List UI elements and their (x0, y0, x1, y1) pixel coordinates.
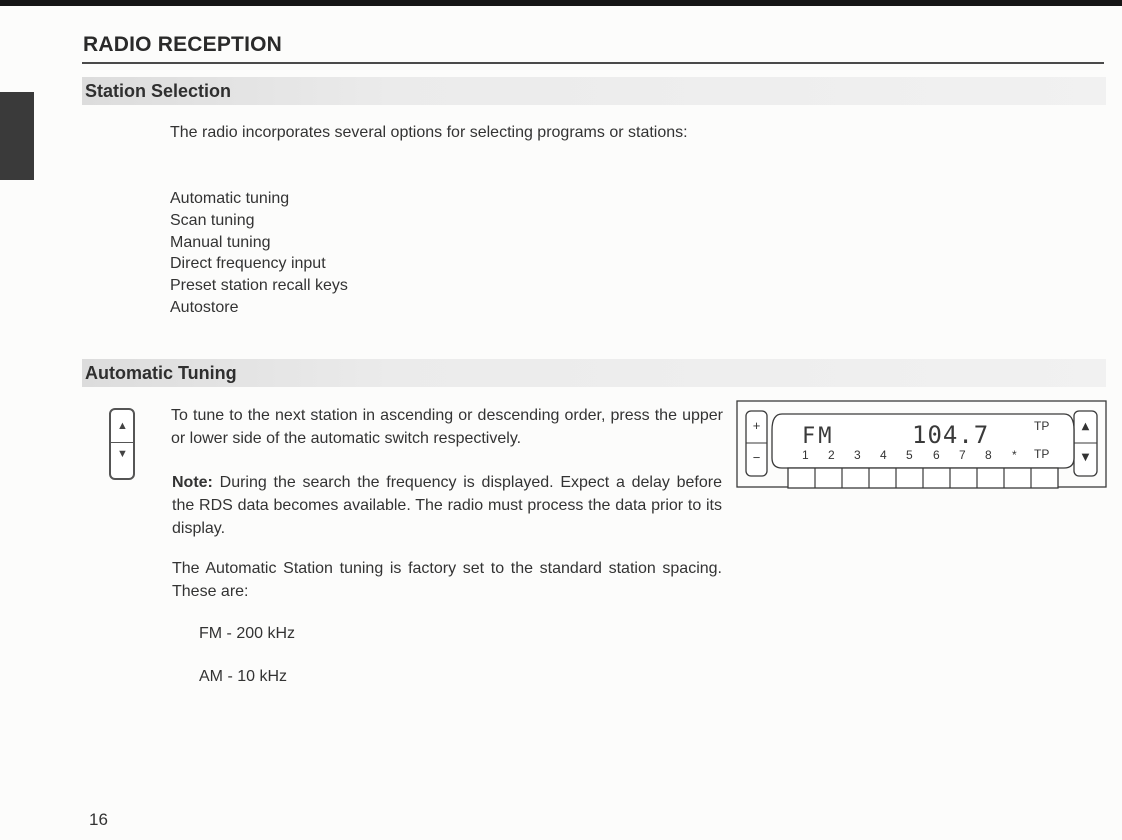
preset-number: 6 (933, 448, 940, 462)
section-heading-automatic-tuning: Automatic Tuning (85, 363, 237, 383)
station-spacing-paragraph: The Automatic Station tuning is factory set to the standard station spacing. These are: (172, 560, 722, 600)
note-text: During the search the frequency is displayed. Expect a delay before the RDS data becomes available. The radio must process the data prior to its display. (172, 474, 722, 537)
tuning-options-list (170, 188, 348, 319)
am-spacing: AM - 10 kHz (199, 668, 288, 685)
preset-number: 2 (828, 448, 835, 462)
tuning-option: Preset station recall keys (170, 277, 348, 295)
section-band-station-selection (82, 77, 1106, 105)
automatic-tuning-instruction: To tune to the next station in ascending or descending order, press the upper or lower side of the automatic switch respectively. (171, 407, 723, 447)
tp-indicator-bottom: TP (1034, 447, 1050, 461)
automatic-switch-icon (109, 408, 135, 480)
preset-number: 8 (985, 448, 992, 462)
preset-number: 5 (906, 448, 913, 462)
preset-number: 7 (959, 448, 966, 462)
page-edge-tab (0, 92, 34, 180)
preset-number: 4 (880, 448, 887, 462)
page-number: 16 (89, 810, 108, 829)
up-arrow-icon: ▲ (117, 420, 128, 432)
tuning-option: Scan tuning (170, 211, 255, 229)
radio-display-illustration (736, 400, 1108, 492)
section-band-automatic-tuning (82, 359, 1106, 387)
station-selection-intro: The radio incorporates several options for selecting programs or stations: (170, 124, 688, 141)
note-label: Note: (172, 474, 213, 491)
tuning-option: Automatic tuning (170, 190, 290, 207)
title-rule (82, 62, 1104, 64)
preset-number: 3 (854, 448, 861, 462)
preset-number: * (1012, 448, 1017, 462)
plus-icon: + (752, 418, 761, 433)
top-edge-bar (0, 0, 1122, 6)
fm-spacing: FM - 200 kHz (199, 625, 296, 642)
frequency-readout: 104.7 (912, 421, 990, 449)
minus-icon: − (752, 450, 761, 465)
band-label: FM (802, 424, 835, 449)
down-arrow-icon: ▼ (117, 448, 128, 460)
note-paragraph (172, 471, 722, 540)
section-heading-station-selection: Station Selection (85, 81, 232, 101)
tuning-option: Manual tuning (170, 233, 271, 251)
page-title: RADIO RECEPTION (83, 33, 283, 56)
preset-number: 1 (802, 448, 809, 462)
up-arrow-icon: ▲ (1081, 421, 1090, 432)
switch-divider (111, 442, 133, 443)
down-arrow-icon: ▼ (1081, 452, 1090, 463)
tuning-option: Autostore (170, 298, 239, 316)
tuning-option: Direct frequency input (170, 255, 326, 273)
tp-indicator-top: TP (1034, 419, 1050, 433)
